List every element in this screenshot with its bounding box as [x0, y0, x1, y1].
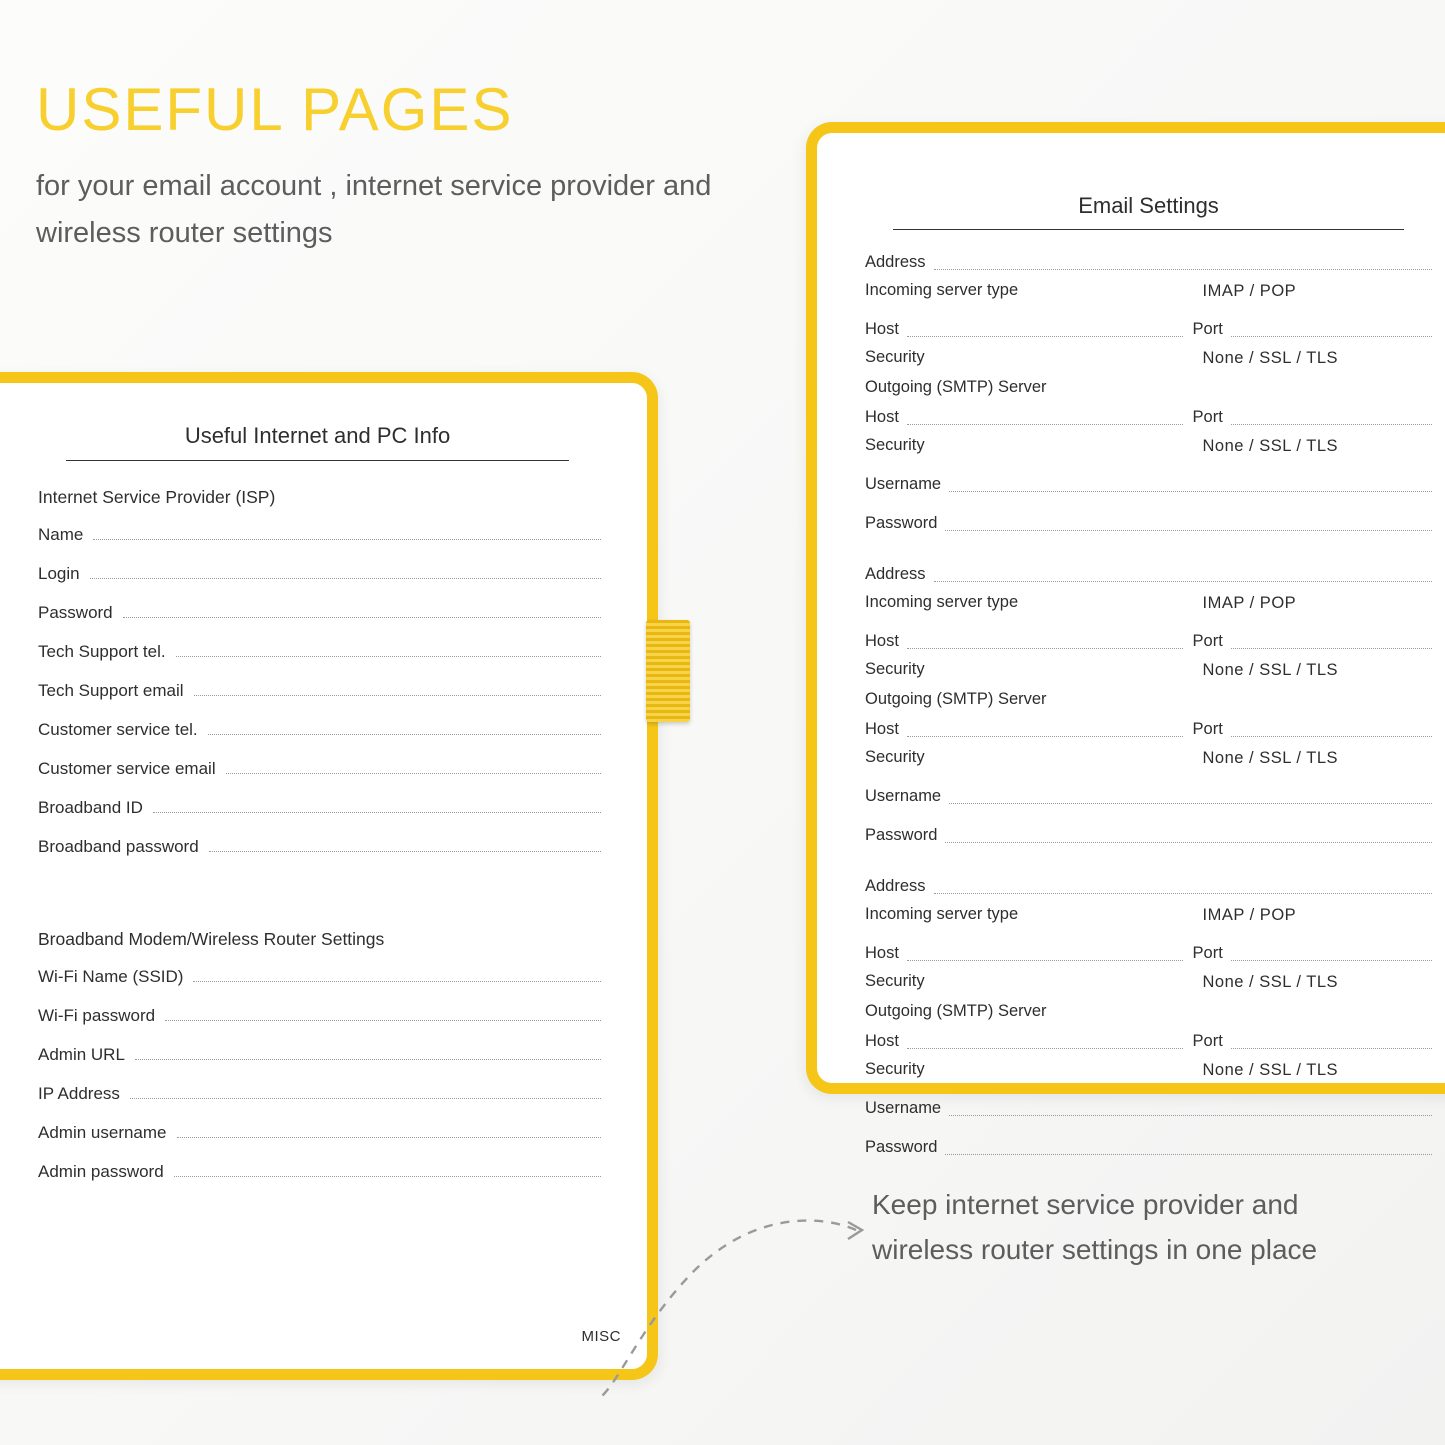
field-label: Outgoing (SMTP) Server: [865, 690, 1047, 709]
headline-block: [36, 78, 736, 257]
form-field-row[interactable]: [34, 1163, 601, 1180]
field-label: Username: [865, 1099, 942, 1118]
field-label: Tech Support email: [38, 681, 184, 700]
write-in-line[interactable]: [174, 1175, 601, 1177]
security-options[interactable]: None / SSL / TLS: [1202, 661, 1339, 679]
write-in-line[interactable]: [949, 490, 1432, 492]
section-spacer: [34, 877, 601, 923]
field-label: Incoming server type: [865, 593, 1019, 612]
field-label: Host: [865, 408, 899, 427]
router-section-label: Broadband Modem/Wireless Router Settings: [38, 929, 385, 949]
host-port-row[interactable]: [865, 1031, 1432, 1052]
field-label: Admin username: [38, 1123, 167, 1142]
form-field-row[interactable]: [34, 565, 601, 582]
password-row[interactable]: [865, 513, 1432, 534]
email-account-block: [865, 564, 1432, 846]
field-label: Login: [38, 564, 80, 583]
field-label: Security: [865, 972, 925, 991]
field-label: Address: [865, 565, 926, 584]
page-footer-label: MISC: [581, 1328, 621, 1345]
security-row[interactable]: [865, 971, 1432, 992]
elastic-band: [646, 620, 690, 722]
write-in-line[interactable]: [907, 335, 1183, 337]
write-in-line[interactable]: [1231, 335, 1432, 337]
field-label: Customer service email: [38, 759, 216, 778]
field-label: Address: [865, 253, 926, 272]
field-label: Incoming server type: [865, 281, 1019, 300]
field-label: Name: [38, 525, 84, 544]
write-in-line[interactable]: [209, 850, 601, 852]
write-in-line[interactable]: [165, 1019, 601, 1021]
right-notebook-page: [806, 122, 1445, 1157]
write-in-line[interactable]: [934, 580, 1432, 582]
incoming-options[interactable]: IMAP / POP: [1202, 282, 1297, 300]
field-label: Host: [865, 944, 899, 963]
form-field-row[interactable]: [34, 682, 601, 699]
write-in-line[interactable]: [176, 655, 601, 657]
form-field-row[interactable]: [34, 1085, 601, 1102]
write-in-line[interactable]: [945, 1153, 1432, 1155]
field-label: Security: [865, 660, 925, 679]
write-in-line[interactable]: [907, 1047, 1183, 1049]
field-label: Wi-Fi Name (SSID): [38, 967, 184, 986]
host-port-row[interactable]: [865, 631, 1432, 652]
field-label: Host: [865, 320, 899, 339]
field-label: Security: [865, 348, 925, 367]
host-port-row[interactable]: [865, 319, 1432, 340]
field-label: Outgoing (SMTP) Server: [865, 378, 1047, 397]
field-label: Address: [865, 877, 926, 896]
incoming-server-type-row[interactable]: [865, 592, 1432, 613]
write-in-line[interactable]: [130, 1097, 601, 1099]
write-in-line[interactable]: [907, 423, 1183, 425]
form-field-row[interactable]: [34, 799, 601, 816]
write-in-line[interactable]: [135, 1058, 601, 1060]
write-in-line[interactable]: [949, 1114, 1432, 1116]
field-label: Password: [865, 826, 938, 845]
password-row[interactable]: [865, 1137, 1432, 1158]
field-label: Password: [38, 603, 113, 622]
username-row[interactable]: [865, 786, 1432, 807]
field-label: Port: [1192, 1032, 1223, 1051]
caption-text: Keep internet service provider and wireless router settings in one place: [872, 1189, 1318, 1266]
form-field-row[interactable]: [34, 1124, 601, 1141]
field-label: Password: [865, 1138, 938, 1157]
write-in-line[interactable]: [907, 647, 1183, 649]
field-label: Security: [865, 436, 925, 455]
security-options[interactable]: None / SSL / TLS: [1202, 349, 1339, 367]
form-field-row[interactable]: [34, 604, 601, 621]
security-options[interactable]: None / SSL / TLS: [1202, 1061, 1339, 1079]
write-in-line[interactable]: [193, 980, 601, 982]
write-in-line[interactable]: [1231, 1047, 1432, 1049]
left-page-title: Useful Internet and PC Info: [66, 423, 569, 461]
write-in-line[interactable]: [949, 802, 1432, 804]
left-notebook-page: [0, 372, 658, 1380]
field-label: Host: [865, 1032, 899, 1051]
write-in-line[interactable]: [208, 733, 601, 735]
page-title: USEFUL PAGES: [36, 76, 514, 143]
outgoing-server-row: [865, 1001, 1432, 1022]
write-in-line[interactable]: [1231, 959, 1432, 961]
write-in-line[interactable]: [1231, 735, 1432, 737]
form-field-row[interactable]: [34, 1007, 601, 1024]
left-page-content: [0, 383, 647, 1369]
field-label: Customer service tel.: [38, 720, 198, 739]
username-row[interactable]: [865, 474, 1432, 495]
security-row[interactable]: [865, 1059, 1432, 1080]
address-row[interactable]: [865, 564, 1432, 585]
security-row[interactable]: [865, 659, 1432, 680]
field-label: Port: [1192, 632, 1223, 651]
field-label: Broadband password: [38, 837, 199, 856]
security-options[interactable]: None / SSL / TLS: [1202, 749, 1339, 767]
form-field-row[interactable]: [34, 643, 601, 660]
form-field-row[interactable]: [34, 1046, 601, 1063]
host-port-row[interactable]: [865, 943, 1432, 964]
field-label: Wi-Fi password: [38, 1006, 156, 1025]
security-row[interactable]: [865, 747, 1432, 768]
field-label: Incoming server type: [865, 905, 1019, 924]
field-label: Port: [1192, 720, 1223, 739]
write-in-line[interactable]: [194, 694, 601, 696]
write-in-line[interactable]: [177, 1136, 601, 1138]
email-account-block: [865, 876, 1432, 1158]
address-row[interactable]: [865, 252, 1432, 273]
page-subtitle: for your email account , internet service provider and wireless router settings: [36, 170, 712, 249]
right-page-content: [817, 133, 1445, 1157]
write-in-line[interactable]: [934, 892, 1432, 894]
incoming-server-type-row[interactable]: [865, 904, 1432, 925]
host-port-row[interactable]: [865, 407, 1432, 428]
write-in-line[interactable]: [907, 959, 1183, 961]
email-account-block: [865, 252, 1432, 534]
field-label: Security: [865, 748, 925, 767]
field-label: Password: [865, 514, 938, 533]
field-label: Outgoing (SMTP) Server: [865, 1002, 1047, 1021]
field-label: Host: [865, 632, 899, 651]
write-in-line[interactable]: [1231, 423, 1432, 425]
write-in-line[interactable]: [93, 538, 601, 540]
outgoing-server-row: [865, 377, 1432, 398]
address-row[interactable]: [865, 876, 1432, 897]
password-row[interactable]: [865, 825, 1432, 846]
write-in-line[interactable]: [945, 529, 1432, 531]
isp-section-label: Internet Service Provider (ISP): [38, 487, 276, 507]
field-label: Admin password: [38, 1162, 164, 1181]
host-port-row[interactable]: [865, 719, 1432, 740]
write-in-line[interactable]: [934, 268, 1432, 270]
incoming-options[interactable]: IMAP / POP: [1202, 906, 1297, 924]
write-in-line[interactable]: [226, 772, 601, 774]
field-label: Broadband ID: [38, 798, 143, 817]
form-field-row[interactable]: [34, 838, 601, 855]
write-in-line[interactable]: [153, 811, 601, 813]
write-in-line[interactable]: [907, 735, 1183, 737]
field-label: Username: [865, 787, 942, 806]
write-in-line[interactable]: [90, 577, 601, 579]
field-label: Security: [865, 1060, 925, 1079]
username-row[interactable]: [865, 1098, 1432, 1119]
incoming-options[interactable]: IMAP / POP: [1202, 594, 1297, 612]
form-field-row[interactable]: [34, 760, 601, 777]
form-field-row[interactable]: [34, 968, 601, 985]
form-field-row[interactable]: [34, 526, 601, 543]
write-in-line[interactable]: [945, 841, 1432, 843]
security-options[interactable]: None / SSL / TLS: [1202, 973, 1339, 991]
form-field-row[interactable]: [34, 721, 601, 738]
write-in-line[interactable]: [1231, 647, 1432, 649]
outgoing-server-row: [865, 689, 1432, 710]
field-label: Host: [865, 720, 899, 739]
field-label: Port: [1192, 408, 1223, 427]
field-label: Admin URL: [38, 1045, 125, 1064]
security-row[interactable]: [865, 435, 1432, 456]
security-row[interactable]: [865, 347, 1432, 368]
field-label: IP Address: [38, 1084, 120, 1103]
security-options[interactable]: None / SSL / TLS: [1202, 437, 1339, 455]
field-label: Port: [1192, 320, 1223, 339]
write-in-line[interactable]: [123, 616, 601, 618]
field-label: Tech Support tel.: [38, 642, 166, 661]
field-label: Username: [865, 475, 942, 494]
incoming-server-type-row[interactable]: [865, 280, 1432, 301]
email-settings-title: Email Settings: [893, 193, 1404, 230]
field-label: Port: [1192, 944, 1223, 963]
